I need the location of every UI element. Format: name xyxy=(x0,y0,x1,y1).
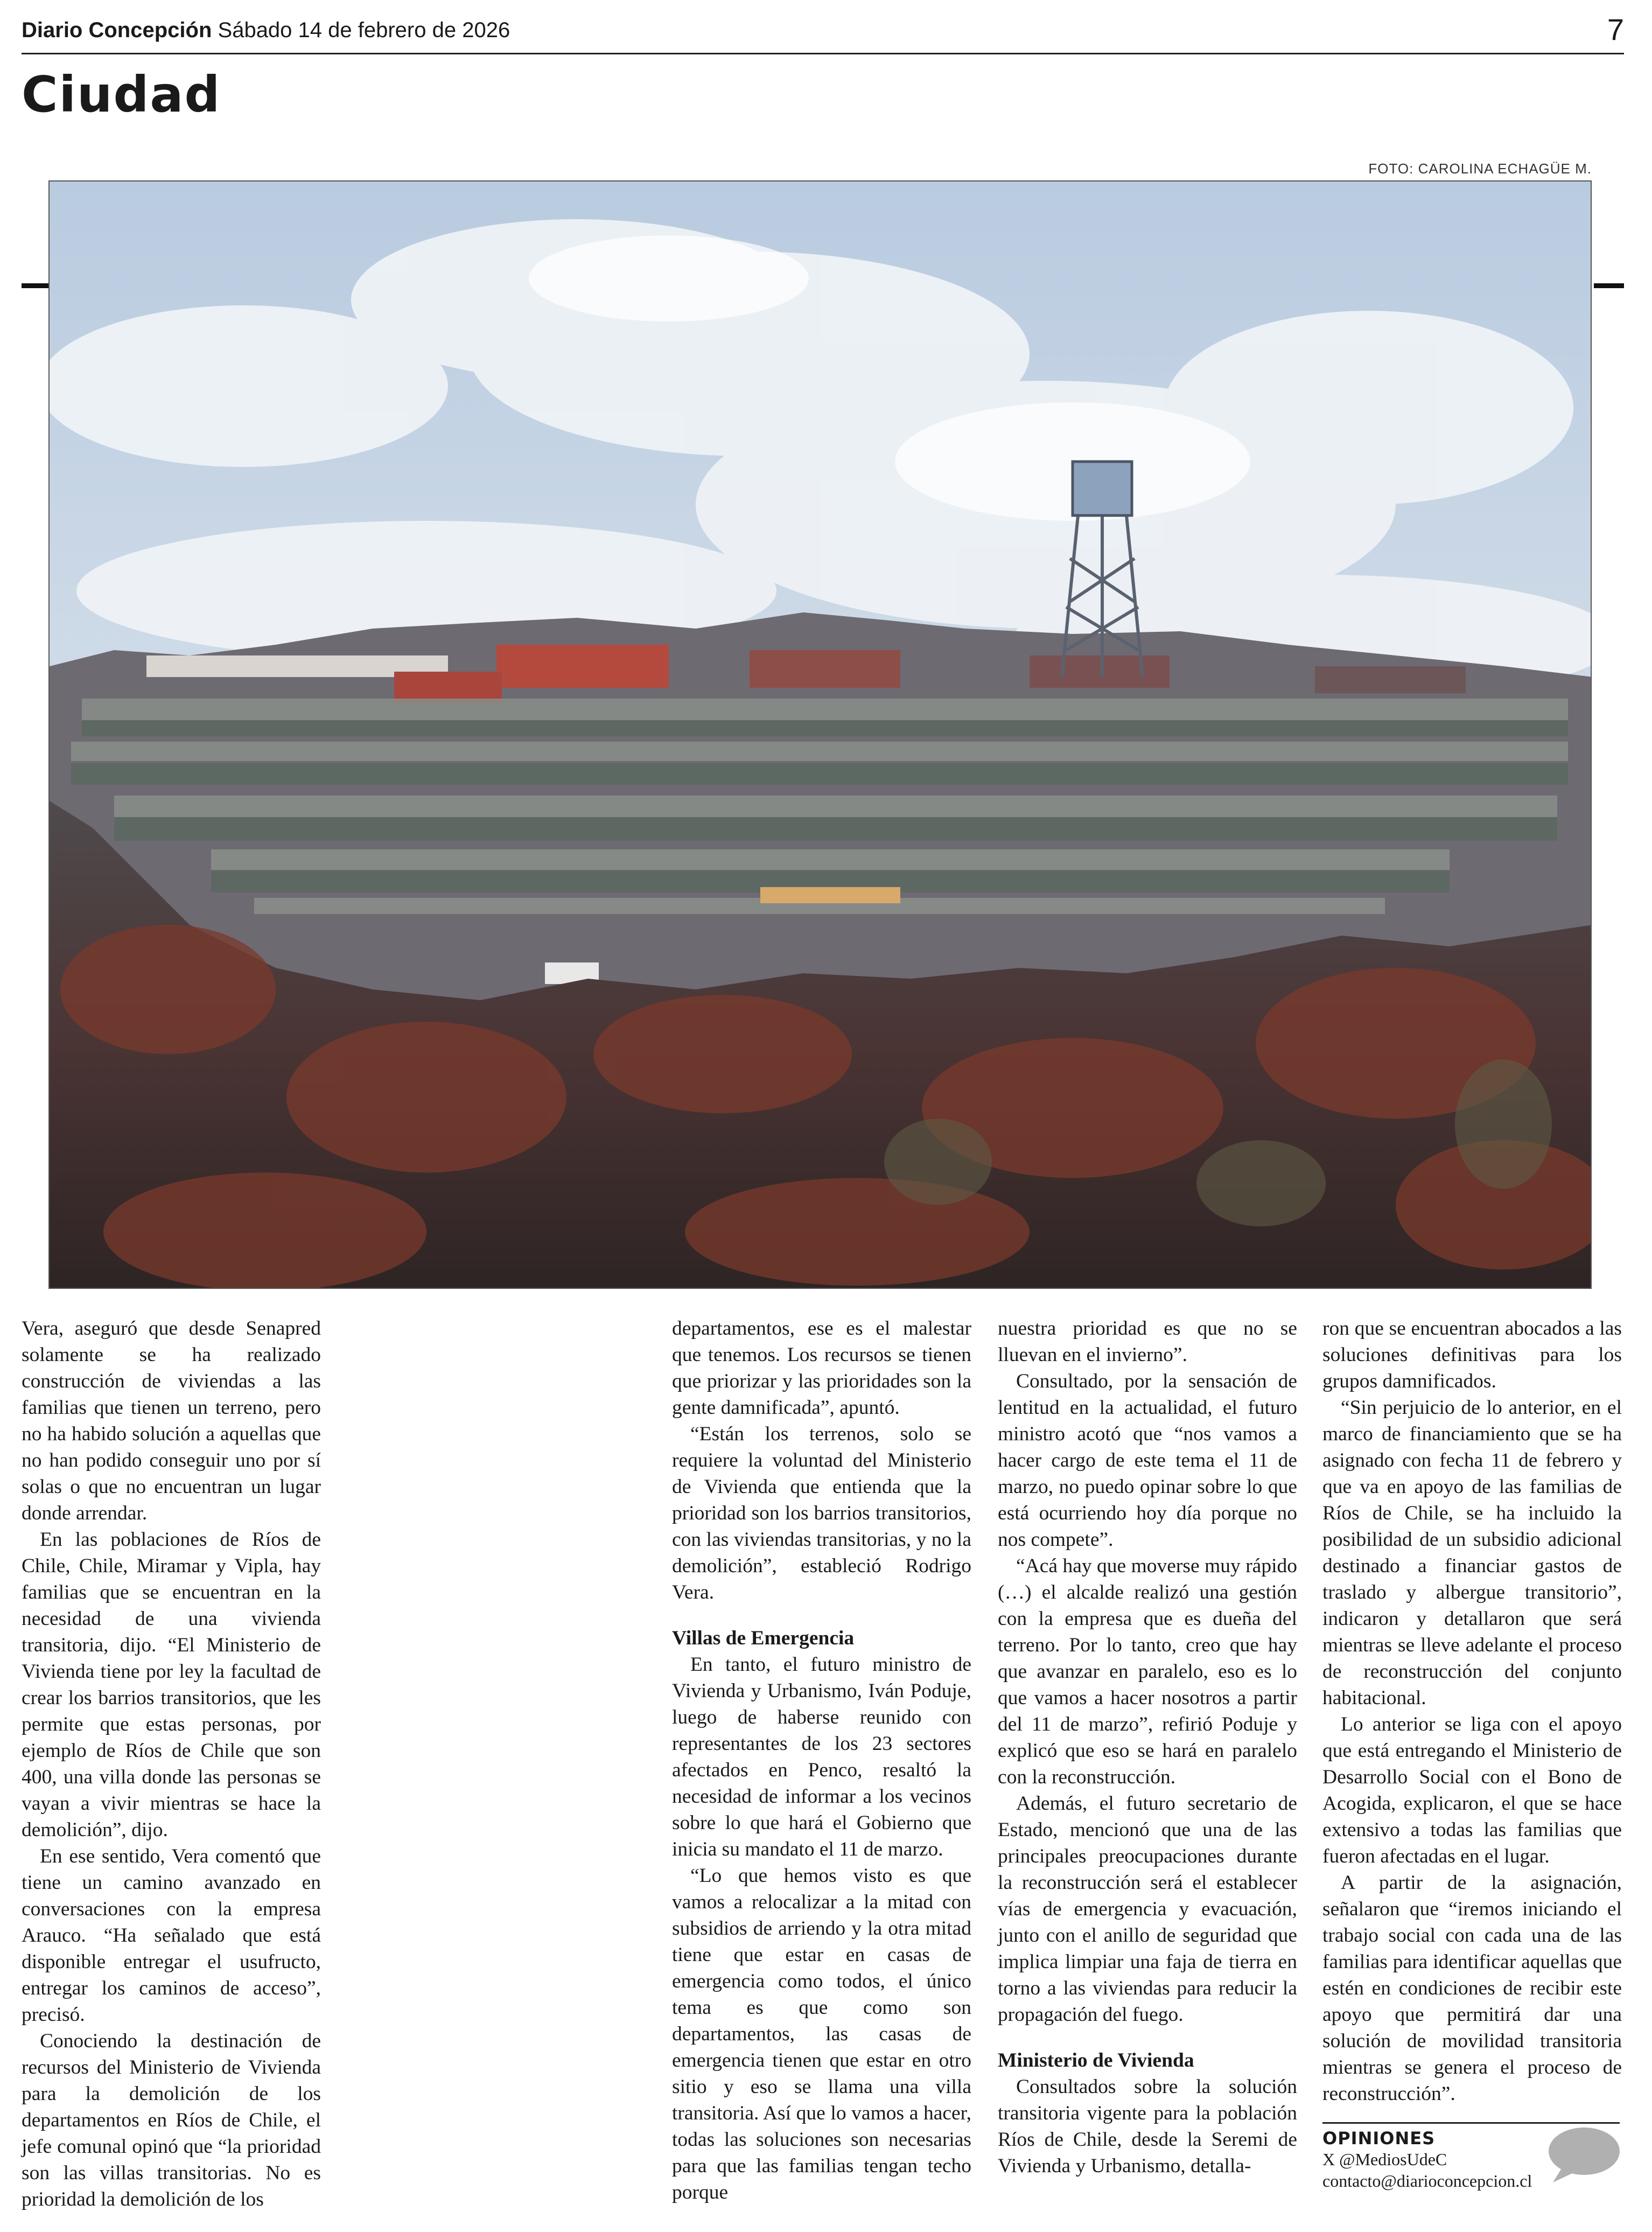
paragraph: Consultados sobre la solución transitoria vigente para la población Ríos de Chile, desde la Seremi de Vivienda y Urbanismo, detalla- xyxy=(998,2076,1297,2177)
publication-name: Diario Concepción xyxy=(22,18,212,42)
paragraph: En tanto, el futuro ministro de Vivienda y Urbanismo, Iván Poduje, luego de haberse reunido con representantes de los 23 sectores afectados en Penco, resaltó la necesidad de informar a los vecinos sobre lo que hará el Gobierno que inicia su mandato el 11 de marzo. xyxy=(672,1654,971,1860)
issue-date: Sábado 14 de febrero de 2026 xyxy=(218,18,510,42)
social-handle[interactable]: X @MediosUdeC xyxy=(1322,2150,1447,2169)
paragraph: “Sin perjuicio de lo anterior, en el marco de financiamiento que se ha asignado con fecha 11 de febrero y que va en apoyo de las familias de Ríos de Chile, se ha incluido la posibilidad de un subsidio adicional destinado a financiar gastos de traslado y albergue transitorio”, indicaron y detallaron que será mientras se lleve adelante el proceso de reconstrucción del conjunto habitacional. xyxy=(1322,1397,1622,1709)
opinions-title: OPINIONES xyxy=(1322,2128,1436,2149)
article-column-2 xyxy=(672,1315,971,2206)
speech-bubble-icon xyxy=(1545,2126,1621,2186)
paragraph: Además, el futuro secretario de Estado, mencionó que una de las principales preocupaciones durante la reconstrucción será el establecer vías de emergencia y evacuación, junto con el anillo de seguridad que implica limpiar una faja de tierra en torno a las viviendas para reducir la propagación del fuego. xyxy=(998,1792,1297,2026)
contact-email[interactable]: contacto@diarioconcepcion.cl xyxy=(1322,2171,1532,2191)
paragraph: ron que se encuentran abocados a las soluciones definitivas para los grupos damnificados. xyxy=(1322,1317,1622,1392)
article-column-3 xyxy=(998,1315,1297,2179)
paragraph: “Lo que hemos visto es que vamos a relocalizar a la mitad con subsidios de arriendo y la otra mitad tiene que estar en casas de emergencia como todos, el único tema es que como son departamentos, las casas de emergencia tienen que estar en otro sitio y eso se llama una villa transitoria. Así que lo vamos a hacer, todas las soluciones son necesarias para que las familias tengan techo porque xyxy=(672,1865,971,2203)
paragraph: Vera, aseguró que desde Senapred solamente se ha realizado construcción de viviendas a las familias que tienen un terreno, pero no ha habido solución a aquellas que no han podido conseguir uno por sí solas o que no encuentran un lugar donde arrendar. xyxy=(22,1317,321,1524)
subheading-ministerio: Ministerio de Vivienda xyxy=(998,2049,1194,2071)
subheading-villas: Villas de Emergencia xyxy=(672,1627,855,1649)
paragraph: “Están los terrenos, solo se requiere la voluntad del Ministerio de Vivienda que entienda que la prioridad son los barrios transitorios, con las viviendas transitorias, y no la demolición”, estableció Rodrigo Vera. xyxy=(672,1423,971,1603)
page-number: 7 xyxy=(1607,12,1624,46)
section-title: Ciudad xyxy=(22,66,221,123)
paragraph: nuestra prioridad es que no se lluevan en el invierno”. xyxy=(998,1317,1297,1366)
masthead xyxy=(22,18,510,43)
photo-illustration xyxy=(50,182,1592,1289)
left-accent-bar xyxy=(22,283,48,288)
article-column-1 xyxy=(22,1315,321,2213)
header-rule xyxy=(22,53,1624,54)
paragraph: En las poblaciones de Ríos de Chile, Chile, Miramar y Vipla, hay familias que se encuentran en la necesidad de una vivienda transitoria, dijo. “El Ministerio de Vivienda tiene por ley la facultad de crear los barrios transitorios, que les permite que estas personas, por ejemplo de Ríos de Chile que son 400, una villa donde las personas se vayan a vivir mientras se hace la demolición”, dijo. xyxy=(22,1529,321,1841)
paragraph: departamentos, ese es el malestar que tenemos. Los recursos se tienen que priorizar y las prioridades son la gente damnificada”, apuntó. xyxy=(672,1317,971,1419)
hillside-houses-photo xyxy=(48,180,1592,1289)
photo-credit: FOTO: CAROLINA ECHAGÜE M. xyxy=(1368,161,1592,177)
paragraph: “Acá hay que moverse muy rápido (…) el alcalde realizó una gestión con la empresa que es dueña del terreno. Por lo tanto, creo que hay que avanzar en paralelo, eso es lo que vamos a hacer nosotros a partir del 11 de marzo”, refirió Poduje y explicó que eso se hará en paralelo con la reconstrucción. xyxy=(998,1555,1297,1788)
paragraph: A partir de la asignación, señalaron que “iremos iniciando el trabajo social con cada una de las familias para identificar aquellas que estén en condiciones de recibir este apoyo que permitirá dar una solución de movilidad transitoria mientras se genera el proceso de reconstrucción”. xyxy=(1322,1872,1622,2105)
right-accent-bar xyxy=(1594,283,1624,288)
article-column-4 xyxy=(1322,1315,1622,2107)
paragraph: Consultado, por la sensación de lentitud en la actualidad, el futuro ministro acotó que “nos vamos a hacer cargo de este tema el 11 de marzo, no puedo opinar sobre lo que está ocurriendo hoy día porque no nos compete”. xyxy=(998,1370,1297,1551)
paragraph: En ese sentido, Vera comentó que tiene un camino avanzado en conversaciones con la empresa Arauco. “Ha señalado que está disponible entregar el usufructo, entregar los caminos de acceso”, precisó. xyxy=(22,1845,321,2026)
paragraph: Conociendo la destinación de recursos del Ministerio de Vivienda para la demolición de los departamentos en Ríos de Chile, el jefe comunal opinó que “la prioridad son las villas transitorias. No es prioridad la demolición de los xyxy=(22,2030,321,2210)
paragraph: Lo anterior se liga con el apoyo que está entregando el Ministerio de Desarrollo Social con el Bono de Acogida, explicaron, el que se hace extensivo a todas las familias que fueron afectadas en el lugar. xyxy=(1322,1713,1622,1867)
